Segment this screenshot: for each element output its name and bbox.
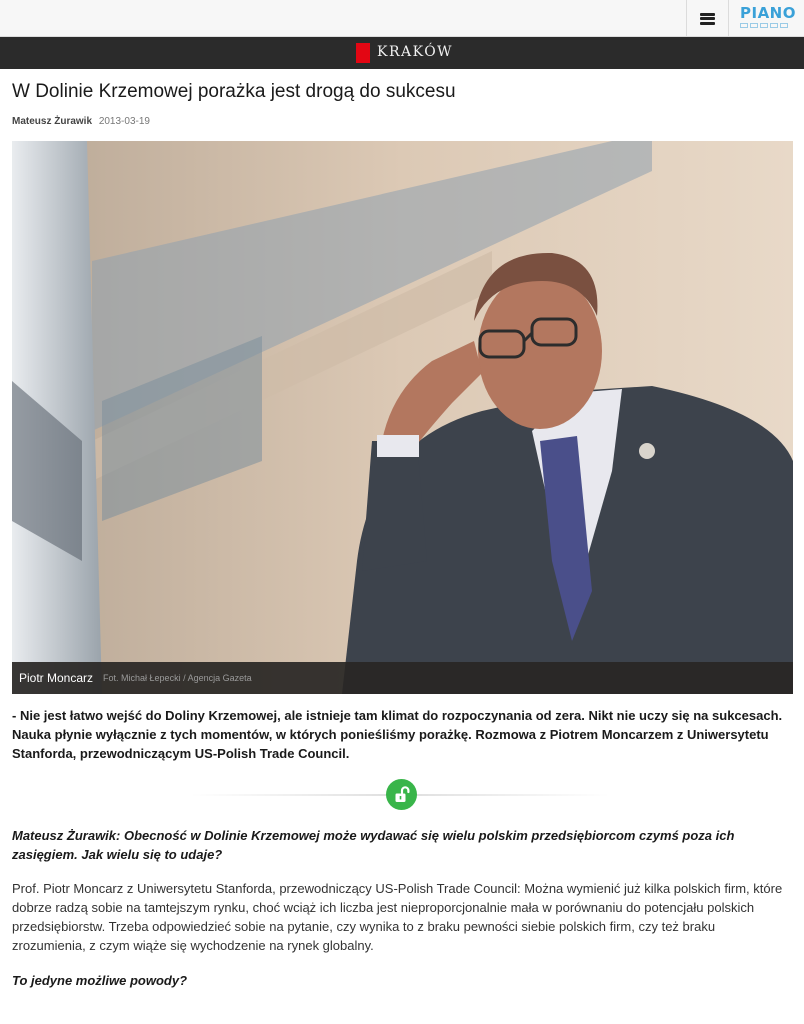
open-padlock-icon <box>386 779 417 810</box>
caption-credit: Fot. Michał Łepecki / Agencja Gazeta <box>103 673 252 683</box>
interview-question: To jedyne możliwe powody? <box>12 973 188 988</box>
top-bar <box>0 0 804 37</box>
byline <box>12 116 150 127</box>
piano-logo-text: PIANO <box>740 4 796 22</box>
hamburger-menu-icon <box>700 13 715 25</box>
piano-logo[interactable] <box>740 6 798 32</box>
article-lead: - Nie jest łatwo wejść do Doliny Krzemowej, ale istnieje tam klimat do rozpoczynania od zera. Nikt nie uczy się na sukcesach. Nauka płynie wyłącznie z tych momentów, w których ponieśliśmy porażkę. Rozmowa z Piotrem Moncarzem z Uniwersytetu Stanforda, przewodniczącym US-Polish Trade Council. <box>12 708 783 761</box>
interview-question: Mateusz Żurawik: Obecność w Dolinie Krzemowej może wydawać się wielu polskim przedsiębiorcom czymś poza ich zasięgiem. Jak wielu się to udaje? <box>12 828 735 862</box>
photo-caption <box>12 662 793 694</box>
article-title: W Dolinie Krzemowej porażka jest drogą do sukcesu <box>12 81 456 102</box>
gazeta-logo-mark <box>356 43 370 63</box>
city-name-link[interactable]: KRAKÓW <box>377 44 454 60</box>
menu-button[interactable] <box>686 0 729 37</box>
caption-name: Piotr Moncarz <box>19 671 94 685</box>
portrait-illustration <box>12 141 793 694</box>
interview-answer: Prof. Piotr Moncarz z Uniwersytetu Stanforda, przewodniczący US-Polish Trade Council: Można wymienić już kilka polskich firm, które dobrze radzą sobie na tamtejszym rynku, choć wciąż ich liczba jest nieproporcjonalnie mała w porównaniu do potencjału polskich przedsiębiorstw. Trzeba odpowiedzieć sobie na pytanie, czy wynika to z braku pewności siebie polskich firm, czy też braku zrozumienia, z czym wiąże się wychodzenie na rynek globalny. <box>12 881 783 953</box>
author-name[interactable]: Mateusz Żurawik <box>12 116 93 127</box>
city-bar <box>0 37 804 69</box>
publish-date: 2013-03-19 <box>98 116 150 127</box>
piano-keys-icon <box>740 23 798 28</box>
article-photo <box>12 141 793 694</box>
